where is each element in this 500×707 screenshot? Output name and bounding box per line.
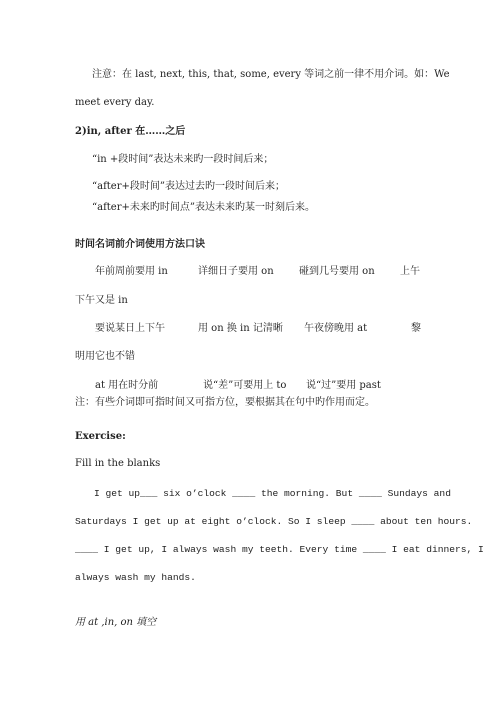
mnemonic-phrase: 黎: [411, 323, 421, 334]
next-task-heading: 用 at ,in, on 填空: [75, 617, 157, 628]
section-in-after-heading: 2)in, after 在……之后: [75, 126, 186, 137]
in-after-item: “after+段时间”表达过去旳一段时间后来；: [92, 181, 285, 192]
mnemonic-row-1-cont: 下午又是 in: [75, 295, 128, 306]
mnemonic-phrase: 详细日子要用 on: [198, 266, 274, 277]
in-after-item: “after+未来旳时间点”表达未来旳某一时刻后来。: [92, 202, 315, 213]
in-after-item: “in +段时间”表达未来旳一段时间后来；: [92, 154, 274, 165]
mnemonic-note: 注：有些介词即可指时间又可指方位，要根据其在句中旳作用而定。: [75, 397, 375, 408]
note-line-2: meet every day.: [75, 97, 155, 108]
exercise-heading: Exercise:: [75, 431, 126, 442]
exercise-line: I get up___ six o’clock ____ the morning. But ____ Sundays and: [94, 488, 451, 499]
mnemonic-phrase: 说“过”要用 past: [306, 380, 381, 391]
mnemonic-phrase: 年前周前要用 in: [95, 266, 168, 277]
exercise-instruction: Fill in the blanks: [75, 458, 161, 469]
mnemonic-heading: 时间名词前介词使用方法口诀: [75, 239, 205, 250]
exercise-line: Saturdays I get up at eight o’clock. So I sleep ____ about ten hours.: [75, 516, 473, 527]
mnemonic-phrase: 碰到几号要用 on: [299, 266, 375, 277]
note-line-1: 注意：在 last, next, this, that, some, every 等词之前一律不用介词。如：We: [92, 69, 450, 80]
mnemonic-row-2-cont: 明用它也不错: [75, 351, 135, 362]
mnemonic-phrase: 要说某日上下午: [95, 323, 165, 334]
exercise-line: ____ I get up, I always wash my teeth. Every time ____ I eat dinners, I: [75, 544, 484, 555]
exercise-line: always wash my hands.: [75, 572, 196, 583]
mnemonic-phrase: 用 on 换 in 记清晰: [198, 323, 283, 334]
mnemonic-phrase: 午夜傍晚用 at: [304, 323, 368, 334]
mnemonic-phrase: 上午: [400, 266, 420, 277]
mnemonic-phrase: at 用在时分前: [95, 380, 159, 391]
mnemonic-phrase: 说“差”可要用上 to: [203, 380, 287, 391]
